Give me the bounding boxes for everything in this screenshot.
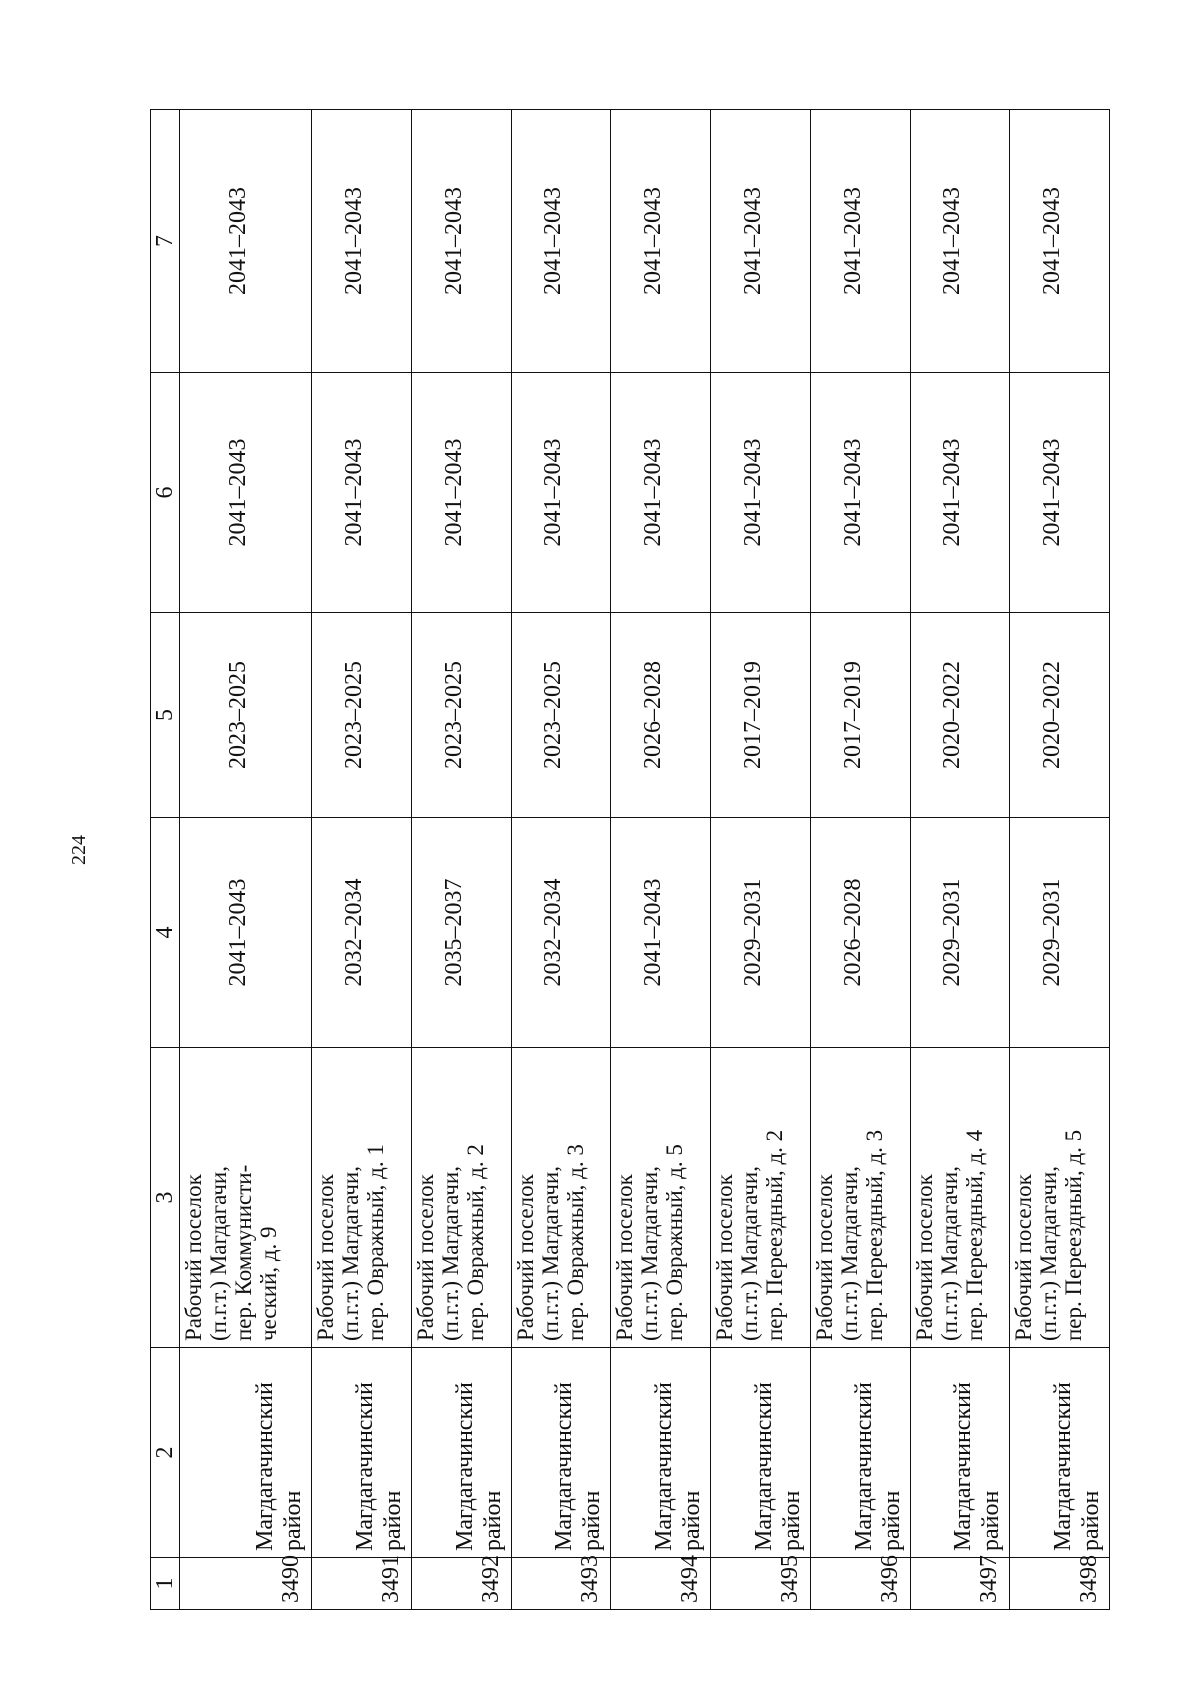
district-line: район bbox=[878, 1490, 905, 1551]
address-line: Рабочий поселок bbox=[911, 1174, 937, 1341]
period-cell-col7 bbox=[711, 110, 811, 373]
period-cell-col7 bbox=[312, 110, 412, 373]
row-number: 3498 bbox=[1010, 1558, 1110, 1610]
district-line: Магдагачинский bbox=[351, 1382, 378, 1551]
page-number: 224 bbox=[68, 835, 90, 865]
table-row bbox=[312, 110, 412, 1610]
address-line: (п.г.т.) Магдагачи, bbox=[206, 1166, 231, 1341]
table-row bbox=[1010, 110, 1110, 1610]
period-value: 2041–2043 bbox=[839, 438, 866, 547]
table-row bbox=[180, 110, 312, 1610]
period-value: 2041–2043 bbox=[640, 187, 667, 295]
period-value: 2035–2037 bbox=[440, 878, 467, 987]
period-value: 2041–2043 bbox=[839, 187, 866, 295]
district-cell bbox=[910, 1348, 1010, 1558]
period-value: 2041–2043 bbox=[540, 438, 567, 547]
address-cell bbox=[411, 1048, 511, 1348]
address-line: (п.г.т.) Магдагачи, bbox=[836, 1166, 862, 1341]
address-line: пер. Переездный, д. 4 bbox=[961, 1129, 987, 1341]
period-value: 2020–2022 bbox=[1039, 661, 1066, 769]
period-cell-col6 bbox=[1010, 373, 1110, 613]
period-cell-col7 bbox=[910, 110, 1010, 373]
district-line: район bbox=[1078, 1490, 1104, 1551]
address-line: Рабочий поселок bbox=[811, 1174, 837, 1341]
period-cell-col5 bbox=[180, 613, 312, 818]
address-line: пер. Переездный, д. 5 bbox=[1061, 1129, 1087, 1341]
row-number: 3491 bbox=[312, 1558, 412, 1610]
address-line: Рабочий поселок bbox=[412, 1174, 438, 1341]
period-cell-col4 bbox=[611, 818, 711, 1048]
period-value: 2032–2034 bbox=[340, 878, 367, 987]
period-cell-col5 bbox=[611, 613, 711, 818]
period-value: 2029–2031 bbox=[939, 878, 966, 987]
period-cell-col5 bbox=[810, 613, 910, 818]
address-line: пер. Овражный, д. 1 bbox=[363, 1144, 389, 1341]
period-value: 2026–2028 bbox=[640, 661, 667, 769]
data-table bbox=[150, 109, 1110, 1610]
district-line: район bbox=[778, 1490, 805, 1551]
address-line: (п.г.т.) Магдагачи, bbox=[637, 1166, 663, 1341]
period-value: 2041–2043 bbox=[1039, 187, 1066, 295]
table-row bbox=[611, 110, 711, 1610]
address-line: пер. Овражный, д. 2 bbox=[462, 1144, 488, 1341]
header-cell: 1 bbox=[151, 1558, 180, 1610]
address-line: (п.г.т.) Магдагачи, bbox=[737, 1166, 763, 1341]
period-cell-col5 bbox=[511, 613, 611, 818]
period-value: 2017–2019 bbox=[739, 661, 766, 769]
period-value: 2023–2025 bbox=[440, 661, 467, 769]
table-row bbox=[910, 110, 1010, 1610]
period-value: 2041–2043 bbox=[739, 438, 766, 547]
table-container bbox=[150, 110, 1110, 1610]
address-line: (п.г.т.) Магдагачи, bbox=[338, 1166, 364, 1341]
table-row bbox=[411, 110, 511, 1610]
period-value: 2041–2043 bbox=[340, 187, 367, 295]
table-row bbox=[711, 110, 811, 1610]
period-cell-col7 bbox=[810, 110, 910, 373]
district-cell bbox=[1010, 1348, 1110, 1558]
period-cell-col5 bbox=[1010, 613, 1110, 818]
address-cell bbox=[511, 1048, 611, 1348]
period-cell-col7 bbox=[1010, 110, 1110, 373]
row-number: 3492 bbox=[411, 1558, 511, 1610]
period-cell-col6 bbox=[711, 373, 811, 613]
address-cell bbox=[711, 1048, 811, 1348]
address-cell bbox=[180, 1048, 312, 1348]
district-line: район bbox=[579, 1490, 606, 1551]
district-line: Магдагачинский bbox=[750, 1382, 777, 1551]
row-number: 3493 bbox=[511, 1558, 611, 1610]
period-value: 2041–2043 bbox=[939, 438, 966, 547]
district-line: район bbox=[379, 1490, 406, 1551]
period-cell-col5 bbox=[910, 613, 1010, 818]
period-cell-col4 bbox=[312, 818, 412, 1048]
period-cell-col6 bbox=[910, 373, 1010, 613]
district-line: Магдагачинский bbox=[252, 1382, 279, 1551]
period-cell-col7 bbox=[611, 110, 711, 373]
address-line: пер. Овражный, д. 5 bbox=[662, 1144, 688, 1341]
period-cell-col6 bbox=[312, 373, 412, 613]
period-value: 2026–2028 bbox=[839, 878, 866, 987]
period-value: 2032–2034 bbox=[540, 878, 567, 987]
period-cell-col4 bbox=[511, 818, 611, 1048]
period-value: 2041–2043 bbox=[540, 187, 567, 295]
address-line: пер. Коммунисти- bbox=[231, 1164, 256, 1341]
period-value: 2041–2043 bbox=[939, 187, 966, 295]
period-cell-col6 bbox=[180, 373, 312, 613]
address-line: Рабочий поселок bbox=[512, 1174, 538, 1341]
header-cell: 2 bbox=[151, 1348, 180, 1558]
period-value: 2041–2043 bbox=[225, 878, 252, 987]
district-line: район bbox=[978, 1490, 1005, 1551]
period-cell-col7 bbox=[180, 110, 312, 373]
header-cell: 7 bbox=[151, 110, 180, 373]
table-row bbox=[511, 110, 611, 1610]
period-value: 2041–2043 bbox=[440, 187, 467, 295]
period-cell-col4 bbox=[711, 818, 811, 1048]
period-value: 2041–2043 bbox=[225, 187, 252, 295]
period-cell-col6 bbox=[810, 373, 910, 613]
district-cell bbox=[312, 1348, 412, 1558]
district-cell bbox=[180, 1348, 312, 1558]
period-value: 2023–2025 bbox=[540, 661, 567, 769]
district-line: район bbox=[280, 1490, 307, 1551]
period-value: 2041–2043 bbox=[739, 187, 766, 295]
district-line: Магдагачинский bbox=[850, 1382, 877, 1551]
district-cell bbox=[611, 1348, 711, 1558]
address-cell bbox=[312, 1048, 412, 1348]
period-value: 2041–2043 bbox=[640, 438, 667, 547]
header-cell: 5 bbox=[151, 613, 180, 818]
period-value: 2023–2025 bbox=[340, 661, 367, 769]
period-value: 2041–2043 bbox=[1039, 438, 1066, 547]
period-cell-col4 bbox=[411, 818, 511, 1048]
row-number: 3490 bbox=[180, 1558, 312, 1610]
period-cell-col5 bbox=[711, 613, 811, 818]
address-line: (п.г.т.) Магдагачи, bbox=[1036, 1166, 1062, 1341]
district-line: район bbox=[479, 1490, 506, 1551]
address-line: Рабочий поселок bbox=[712, 1174, 738, 1341]
district-line: Магдагачинский bbox=[551, 1382, 578, 1551]
period-value: 2041–2043 bbox=[440, 438, 467, 547]
period-cell-col5 bbox=[411, 613, 511, 818]
period-value: 2029–2031 bbox=[739, 878, 766, 987]
address-line: (п.г.т.) Магдагачи, bbox=[537, 1166, 563, 1341]
address-line: Рабочий поселок bbox=[181, 1174, 206, 1341]
row-number: 3494 bbox=[611, 1558, 711, 1610]
address-line: пер. Переездный, д. 2 bbox=[762, 1129, 788, 1341]
address-line: Рабочий поселок bbox=[313, 1174, 339, 1341]
period-cell-col4 bbox=[810, 818, 910, 1048]
period-cell-col5 bbox=[312, 613, 412, 818]
period-cell-col4 bbox=[180, 818, 312, 1048]
period-cell-col4 bbox=[1010, 818, 1110, 1048]
row-number: 3495 bbox=[711, 1558, 811, 1610]
period-cell-col6 bbox=[411, 373, 511, 613]
district-cell bbox=[810, 1348, 910, 1558]
row-number: 3496 bbox=[810, 1558, 910, 1610]
district-cell bbox=[711, 1348, 811, 1558]
address-line: (п.г.т.) Магдагачи, bbox=[936, 1166, 962, 1341]
district-line: район bbox=[679, 1490, 706, 1551]
header-cell: 3 bbox=[151, 1048, 180, 1348]
period-value: 2041–2043 bbox=[225, 438, 252, 547]
period-value: 2041–2043 bbox=[340, 438, 367, 547]
period-cell-col4 bbox=[910, 818, 1010, 1048]
row-number: 3497 bbox=[910, 1558, 1010, 1610]
address-cell bbox=[611, 1048, 711, 1348]
district-cell bbox=[411, 1348, 511, 1558]
period-value: 2020–2022 bbox=[939, 661, 966, 769]
address-line: Рабочий поселок bbox=[612, 1174, 638, 1341]
address-line: Рабочий поселок bbox=[1011, 1174, 1037, 1341]
address-line: ческий, д. 9 bbox=[256, 1226, 281, 1341]
header-cell: 4 bbox=[151, 818, 180, 1048]
district-line: Магдагачинский bbox=[1050, 1382, 1076, 1551]
address-line: пер. Переездный, д. 3 bbox=[861, 1129, 887, 1341]
period-value: 2023–2025 bbox=[225, 661, 252, 769]
district-line: Магдагачинский bbox=[451, 1382, 478, 1551]
address-line: пер. Овражный, д. 3 bbox=[562, 1144, 588, 1341]
table-row bbox=[810, 110, 910, 1610]
period-cell-col6 bbox=[611, 373, 711, 613]
period-value: 2041–2043 bbox=[640, 878, 667, 987]
district-cell bbox=[511, 1348, 611, 1558]
address-cell bbox=[910, 1048, 1010, 1348]
address-line: (п.г.т.) Магдагачи, bbox=[437, 1166, 463, 1341]
header-cell: 6 bbox=[151, 373, 180, 613]
header-row bbox=[151, 110, 180, 1610]
period-cell-col6 bbox=[511, 373, 611, 613]
period-value: 2017–2019 bbox=[839, 661, 866, 769]
address-cell bbox=[1010, 1048, 1110, 1348]
district-line: Магдагачинский bbox=[950, 1382, 977, 1551]
address-cell bbox=[810, 1048, 910, 1348]
district-line: Магдагачинский bbox=[651, 1382, 678, 1551]
period-cell-col7 bbox=[411, 110, 511, 373]
period-cell-col7 bbox=[511, 110, 611, 373]
table-body bbox=[180, 110, 1110, 1610]
period-value: 2029–2031 bbox=[1039, 878, 1066, 987]
